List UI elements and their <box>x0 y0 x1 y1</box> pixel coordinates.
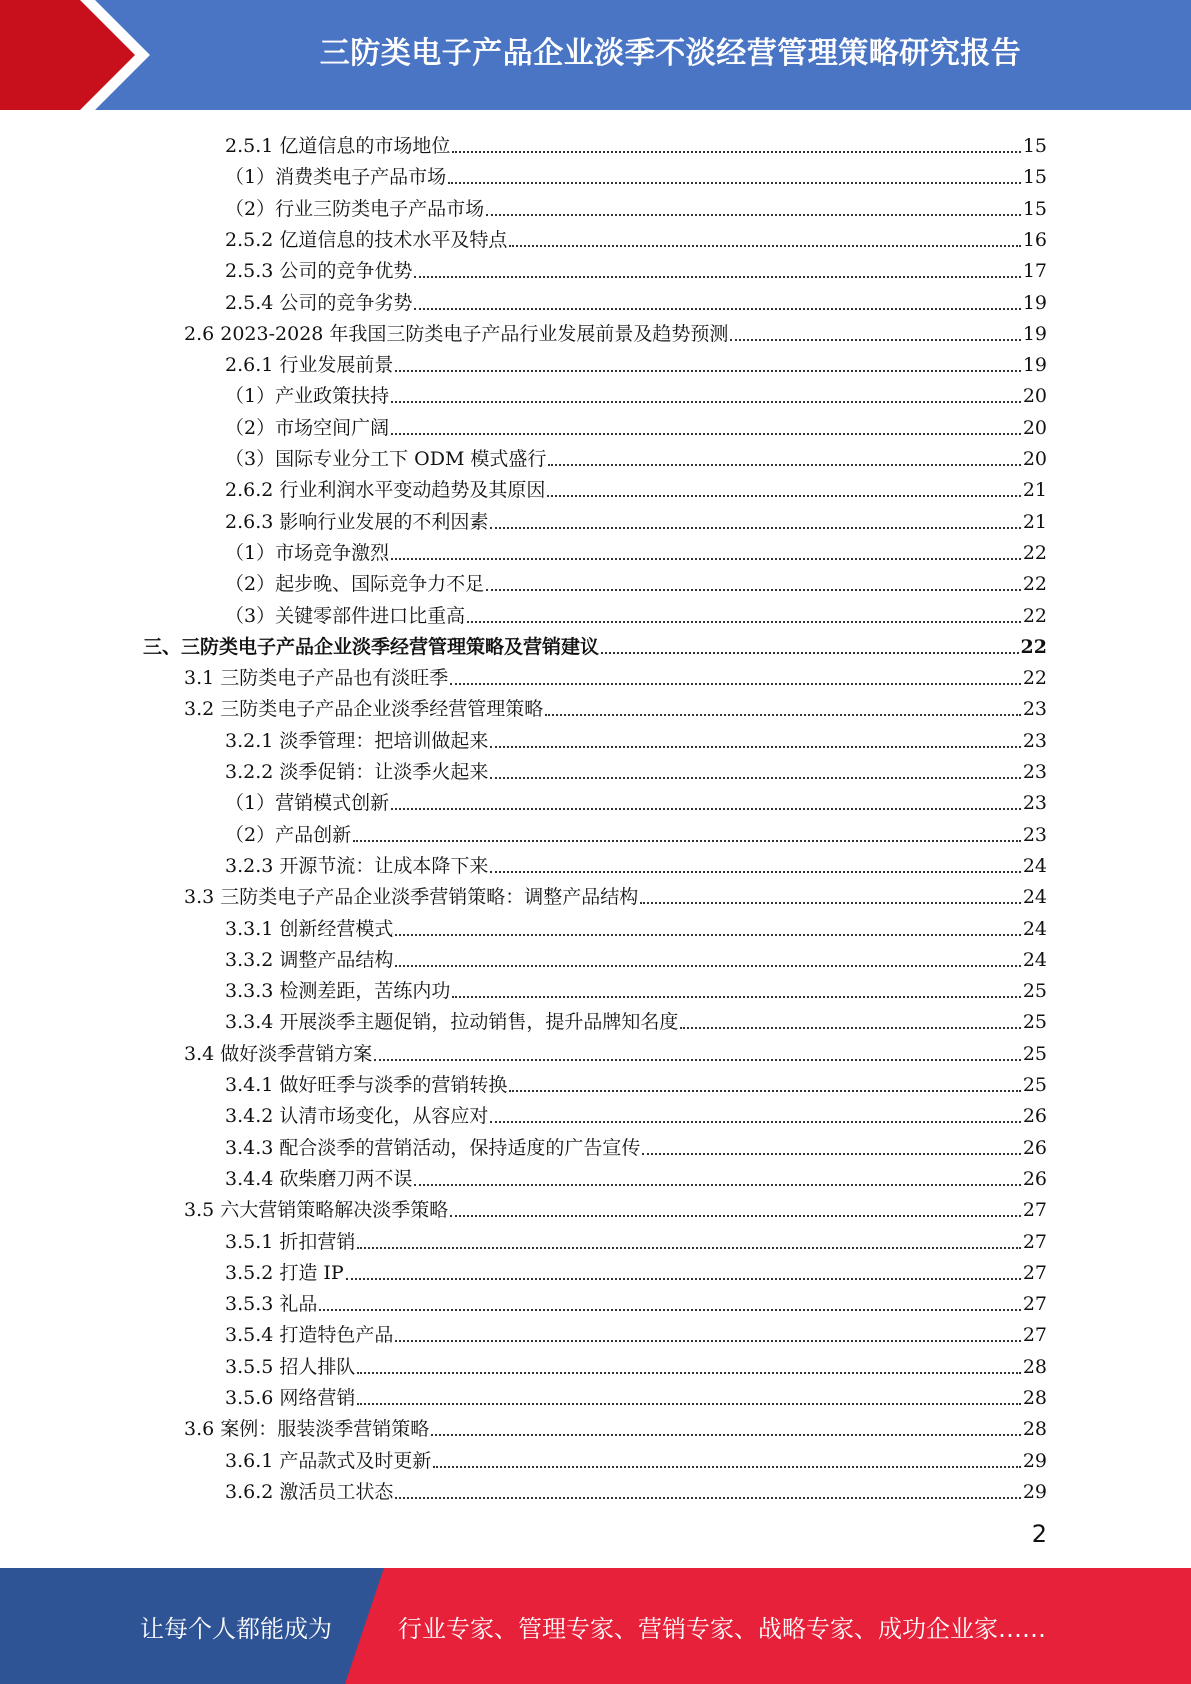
toc-entry-page: 16 <box>1022 228 1047 251</box>
toc-dot-leader <box>395 965 1020 967</box>
toc-entry[interactable] <box>225 347 1047 378</box>
toc-entry-page: 15 <box>1022 197 1047 220</box>
page-footer <box>0 1568 1191 1684</box>
toc-dot-leader <box>452 151 1020 153</box>
toc-dot-leader <box>467 621 1021 623</box>
toc-entry-label: （1）消费类电子产品市场 <box>225 166 447 189</box>
toc-entry-page: 29 <box>1022 1480 1047 1503</box>
toc-entry-label: 3.5.6 网络营销 <box>225 1387 356 1409</box>
toc-dot-leader <box>391 401 1021 403</box>
toc-entry[interactable] <box>225 723 1047 754</box>
toc-dot-leader <box>730 339 1020 341</box>
toc-entry[interactable] <box>225 754 1047 785</box>
toc-entry-label: 3.4 做好淡季营销方案 <box>184 1042 373 1065</box>
toc-dot-leader <box>601 652 1019 654</box>
toc-entry[interactable] <box>225 191 1047 222</box>
toc-entry[interactable] <box>225 973 1047 1004</box>
toc-entry-label: 3.1 三防类电子产品也有淡旺季 <box>184 667 449 690</box>
toc-entry-label: 3.5 六大营销策略解决淡季策略 <box>184 1199 449 1222</box>
toc-entry[interactable] <box>225 535 1047 566</box>
toc-entry[interactable] <box>225 1443 1047 1474</box>
toc-entry-label: 3.3.4 开展淡季主题促销，拉动销售，提升品牌知名度 <box>225 1011 679 1034</box>
toc-entry-page: 26 <box>1022 1105 1047 1128</box>
toc-dot-leader <box>486 589 1021 591</box>
toc-entry[interactable] <box>225 285 1047 316</box>
toc-entry-page: 28 <box>1022 1355 1047 1378</box>
toc-entry-page: 23 <box>1022 698 1047 721</box>
toc-entry-page: 29 <box>1022 1449 1047 1472</box>
toc-entry-page: 19 <box>1022 291 1047 314</box>
toc-entry-label: （1）市场竞争激烈 <box>225 541 390 564</box>
toc-entry-label: 2.6.2 行业利润水平变动趋势及其原因 <box>225 479 546 502</box>
toc-entry-page: 22 <box>1022 573 1047 596</box>
toc-dot-leader <box>680 1027 1020 1029</box>
toc-dot-leader <box>357 1403 1020 1405</box>
toc-dot-leader <box>490 1121 1020 1123</box>
toc-entry-label: 2.5.4 公司的竞争劣势 <box>225 291 413 314</box>
toc-entry[interactable] <box>225 1474 1047 1505</box>
toc-entry-page: 21 <box>1022 479 1047 502</box>
toc-entry-label: 3.5.1 折扣营销 <box>225 1230 356 1253</box>
report-title: 三防类电子产品企业淡季不淡经营管理策略研究报告 <box>319 36 1022 71</box>
toc-entry-page: 24 <box>1022 948 1047 971</box>
toc-entry[interactable] <box>225 441 1047 472</box>
toc-entry-label: 3.4.2 认清市场变化，从容应对 <box>225 1105 489 1128</box>
toc-entry-label: （2）起步晚、国际竞争力不足 <box>225 573 485 596</box>
toc-entry-label: 3.2.3 开源节流：让成本降下来 <box>225 854 489 877</box>
toc-entry-page: 27 <box>1022 1293 1047 1316</box>
toc-entry-page: 25 <box>1022 1011 1047 1034</box>
toc-entry-label: 3.5.3 礼品 <box>225 1293 318 1316</box>
toc-entry-label: 3.3.3 检测差距，苦练内功 <box>225 980 451 1003</box>
toc-entry[interactable] <box>225 1255 1047 1286</box>
toc-entry[interactable] <box>225 785 1047 816</box>
toc-dot-leader <box>433 1466 1020 1468</box>
toc-entry-page: 25 <box>1022 1074 1047 1096</box>
footer-slogan-right: 行业专家、管理专家、营销专家、战略专家、成功企业家…… <box>398 1614 1046 1643</box>
toc-entry[interactable] <box>225 1004 1047 1035</box>
toc-entry[interactable] <box>225 1161 1047 1192</box>
toc-dot-leader <box>640 902 1021 904</box>
toc-dot-leader <box>448 182 1021 184</box>
toc-entry-page: 22 <box>1022 541 1047 564</box>
toc-dot-leader <box>346 1278 1021 1280</box>
toc-entry-label: 3.2.1 淡季管理：把培训做起来 <box>225 729 489 752</box>
toc-entry[interactable] <box>184 660 1047 691</box>
toc-entry[interactable] <box>143 629 1047 660</box>
toc-entry-page: 22 <box>1022 604 1047 627</box>
toc-dot-leader <box>357 1372 1020 1374</box>
toc-entry-page: 15 <box>1022 135 1047 157</box>
toc-entry[interactable] <box>225 911 1047 942</box>
toc-entry-label: （2）行业三防类电子产品市场 <box>225 197 485 220</box>
toc-entry-page: 23 <box>1022 823 1047 846</box>
toc-dot-leader <box>391 433 1021 435</box>
toc-dot-leader <box>642 1153 1020 1155</box>
toc-entry-page: 24 <box>1022 886 1047 909</box>
toc-entry-page: 20 <box>1022 385 1047 408</box>
toc-dot-leader <box>450 683 1021 685</box>
toc-dot-leader <box>395 934 1020 936</box>
toc-entry-label: 3.6.1 产品款式及时更新 <box>225 1449 432 1472</box>
toc-dot-leader <box>319 1309 1020 1311</box>
toc-entry[interactable] <box>225 817 1047 848</box>
toc-entry-label: 3.3.2 调整产品结构 <box>225 948 394 971</box>
toc-dot-leader <box>353 840 1021 842</box>
page-number: 2 <box>1031 1520 1047 1548</box>
toc-entry-label: 3.5.5 招人排队 <box>225 1355 356 1378</box>
toc-entry[interactable] <box>225 1130 1047 1161</box>
toc-entry-page: 28 <box>1022 1418 1047 1441</box>
toc-entry[interactable] <box>225 128 1047 159</box>
toc-entry[interactable] <box>225 222 1047 253</box>
toc-entry-page: 20 <box>1022 416 1047 439</box>
toc-entry-label: 2.5.3 公司的竞争优势 <box>225 260 413 283</box>
toc-entry-page: 15 <box>1022 166 1047 189</box>
toc-dot-leader <box>414 1184 1020 1186</box>
toc-entry[interactable] <box>225 1349 1047 1380</box>
toc-entry-page: 25 <box>1022 980 1047 1003</box>
toc-dot-leader <box>395 370 1020 372</box>
toc-entry-label: （3）国际专业分工下 ODM 模式盛行 <box>225 448 547 470</box>
toc-dot-leader <box>545 714 1021 716</box>
toc-dot-leader <box>414 276 1020 278</box>
toc-dot-leader <box>490 746 1020 748</box>
toc-entry[interactable] <box>184 1411 1047 1442</box>
toc-entry[interactable] <box>184 691 1047 722</box>
toc-entry-page: 23 <box>1022 792 1047 815</box>
toc-entry-page: 27 <box>1022 1324 1047 1347</box>
toc-entry-page: 19 <box>1022 322 1047 345</box>
toc-entry[interactable] <box>225 1098 1047 1129</box>
toc-entry[interactable] <box>225 942 1047 973</box>
page-header <box>0 0 1191 110</box>
toc-entry-label: 3.4.1 做好旺季与淡季的营销转换 <box>225 1074 508 1096</box>
toc-entry[interactable] <box>225 1317 1047 1348</box>
toc-entry-label: 2.5.1 亿道信息的市场地位 <box>225 135 451 157</box>
toc-entry[interactable] <box>225 1286 1047 1317</box>
toc-entry[interactable] <box>225 1380 1047 1411</box>
toc-dot-leader <box>509 245 1020 247</box>
toc-entry-page: 25 <box>1022 1042 1047 1065</box>
toc-dot-leader <box>490 871 1020 873</box>
toc-entry-page: 27 <box>1022 1261 1047 1284</box>
toc-entry-page: 24 <box>1022 854 1047 877</box>
toc-entry[interactable] <box>225 410 1047 441</box>
toc-entry-label: （2）市场空间广阔 <box>225 416 390 439</box>
toc-entry-page: 27 <box>1022 1199 1047 1222</box>
toc-entry[interactable] <box>225 504 1047 535</box>
toc-entry-label: （1）营销模式创新 <box>225 792 390 815</box>
toc-entry-page: 23 <box>1022 761 1047 783</box>
toc-entry-label: （1）产业政策扶持 <box>225 385 390 408</box>
toc-dot-leader <box>509 1090 1020 1092</box>
toc-entry[interactable] <box>184 1192 1047 1223</box>
toc-dot-leader <box>431 1434 1021 1436</box>
toc-entry-label: 3.6 案例：服装淡季营销策略 <box>184 1418 430 1441</box>
footer-slogan-left: 让每个人都能成为 <box>140 1614 332 1643</box>
toc-entry-page: 20 <box>1022 448 1047 470</box>
toc-entry[interactable] <box>225 566 1047 597</box>
toc-dot-leader <box>486 214 1021 216</box>
toc-entry-label: （2）产品创新 <box>225 823 352 846</box>
toc-entry-page: 28 <box>1022 1387 1047 1409</box>
toc-entry-label: 3.2 三防类电子产品企业淡季经营管理策略 <box>184 698 544 721</box>
toc-dot-leader <box>450 1215 1021 1217</box>
toc-entry-page: 26 <box>1022 1167 1047 1190</box>
toc-entry-label: 3.3.1 创新经营模式 <box>225 917 394 940</box>
toc-entry[interactable] <box>225 378 1047 409</box>
toc-entry[interactable] <box>225 253 1047 284</box>
toc-entry-label: 3.4.3 配合淡季的营销活动，保持适度的广告宣传 <box>225 1136 641 1159</box>
toc-entry-label: 2.6 2023-2028 年我国三防类电子产品行业发展前景及趋势预测 <box>184 322 729 345</box>
toc-entry-page: 22 <box>1020 635 1047 658</box>
toc-dot-leader <box>490 777 1020 779</box>
toc-dot-leader <box>547 495 1020 497</box>
toc-entry[interactable] <box>225 159 1047 190</box>
toc-entry-page: 26 <box>1022 1136 1047 1159</box>
toc-dot-leader <box>452 996 1020 998</box>
toc-entry[interactable] <box>225 848 1047 879</box>
toc-entry-page: 21 <box>1022 510 1047 533</box>
toc-dot-leader <box>395 1497 1020 1499</box>
toc-entry-label: 3.4.4 砍柴磨刀两不误 <box>225 1167 413 1190</box>
toc-entry-label: 3.5.2 打造 IP <box>225 1261 344 1284</box>
toc-entry-page: 22 <box>1022 667 1047 690</box>
toc-dot-leader <box>374 1059 1021 1061</box>
toc-entry[interactable] <box>225 472 1047 503</box>
toc-entry-label: 2.6.1 行业发展前景 <box>225 354 394 377</box>
toc-entry[interactable] <box>225 1067 1047 1098</box>
toc-entry[interactable] <box>184 879 1047 910</box>
toc-dot-leader <box>548 464 1020 466</box>
toc-dot-leader <box>391 558 1021 560</box>
toc-entry[interactable] <box>184 316 1047 347</box>
toc-dot-leader <box>395 1340 1020 1342</box>
toc-dot-leader <box>414 308 1020 310</box>
toc-entry[interactable] <box>184 1036 1047 1067</box>
toc-entry-page: 24 <box>1022 917 1047 940</box>
toc-entry-label: 三、三防类电子产品企业淡季经营管理策略及营销建议 <box>143 635 600 658</box>
toc-entry-label: 3.6.2 激活员工状态 <box>225 1480 394 1503</box>
toc-entry-label: 3.2.2 淡季促销：让淡季火起来 <box>225 761 489 783</box>
toc-dot-leader <box>490 527 1020 529</box>
toc-entry-label: 3.5.4 打造特色产品 <box>225 1324 394 1347</box>
toc-entry[interactable] <box>225 1224 1047 1255</box>
toc-entry-page: 19 <box>1022 354 1047 377</box>
toc-entry-label: 2.6.3 影响行业发展的不利因素 <box>225 510 489 533</box>
toc-dot-leader <box>391 808 1021 810</box>
toc-entry-label: 2.5.2 亿道信息的技术水平及特点 <box>225 228 508 251</box>
toc-entry[interactable] <box>225 598 1047 629</box>
toc-entry-page: 17 <box>1022 260 1047 283</box>
toc-entry-label: 3.3 三防类电子产品企业淡季营销策略：调整产品结构 <box>184 886 639 909</box>
toc-dot-leader <box>357 1247 1020 1249</box>
toc-entry-page: 27 <box>1022 1230 1047 1253</box>
toc-entry-label: （3）关键零部件进口比重高 <box>225 604 466 627</box>
toc-entry-page: 23 <box>1022 729 1047 752</box>
